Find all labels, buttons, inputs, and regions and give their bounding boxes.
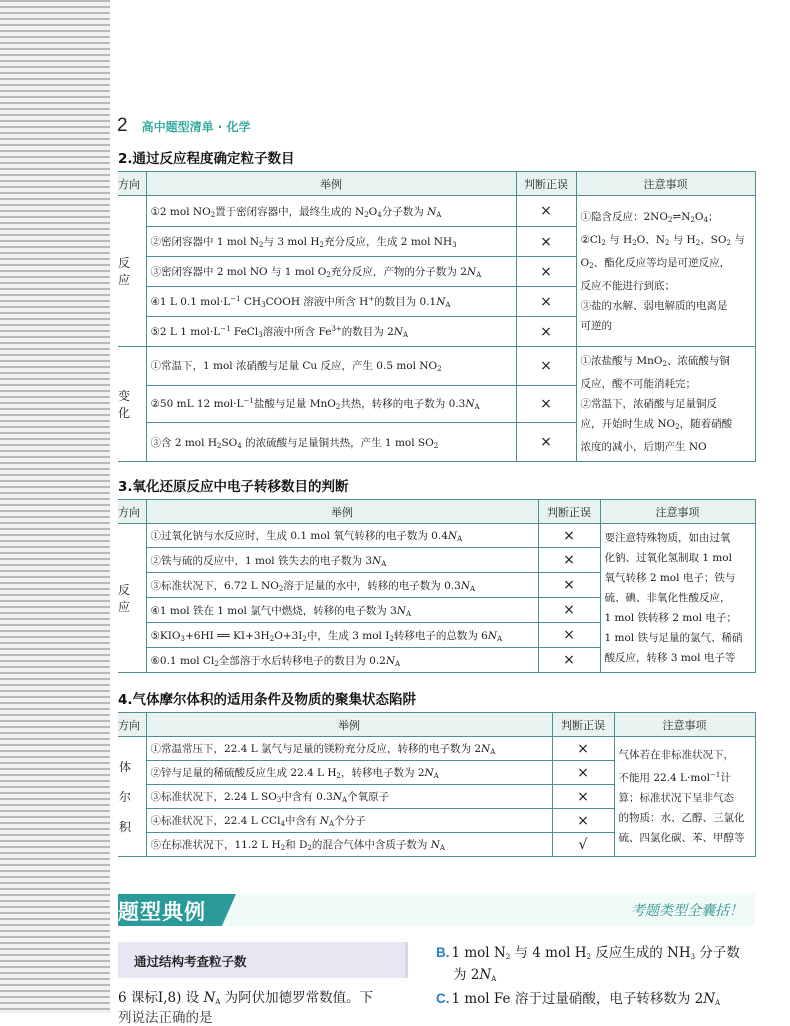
banner-title: 题型典例 xyxy=(118,900,206,924)
cross-mark-icon: × xyxy=(538,648,600,673)
cross-mark-icon: × xyxy=(516,347,576,386)
cross-mark-icon: × xyxy=(552,737,614,761)
option-b: B. 1 mol $N_2$ 与 4 mol $H_2$ 反应生成的 $NH_3$ 分子数 xyxy=(436,945,740,961)
cross-mark-icon: × xyxy=(552,809,614,833)
note-line: 要注意特殊物质，如由过氧 xyxy=(604,532,731,544)
check-mark-icon: √ xyxy=(552,833,614,857)
section-3-table xyxy=(118,499,756,673)
note-line: 的物质：水、乙醇、三氯化 xyxy=(618,812,745,824)
cross-mark-icon: × xyxy=(516,287,576,317)
note-line: ②常温下，浓硝酸与足量铜反 xyxy=(580,398,717,410)
cross-mark-icon: × xyxy=(538,623,600,648)
section-4-title: 4.气体摩尔体积的适用条件及物质的聚集状态陷阱 xyxy=(118,692,417,708)
option-letter: C. xyxy=(436,991,450,1006)
example-row: ③标准状况下，2.24 L $SO_3$中含有 $0.3N_A$个氧原子 xyxy=(146,785,552,809)
example-row: ④1 mol 铁在 1 mol 氯气中燃烧，转移的电子数为 $3N_A$ xyxy=(146,598,538,623)
note-line: 反应不能进行到底； xyxy=(580,279,675,292)
section-banner xyxy=(118,894,755,926)
direction-cell: 变化 xyxy=(118,347,146,462)
header-notes: 注意事项 xyxy=(614,713,755,737)
page-header xyxy=(117,115,251,137)
cross-mark-icon: × xyxy=(538,548,600,573)
example-row: ④1 L 0.1 $mol\cdot L^{-1}$ $CH_3COOH$ 溶液中所含 H+的数目为 $0.1N_A$ xyxy=(146,287,516,317)
example-row: ③密闭容器中 2 mol NO 与 1 mol $O_2$充分反应，产物的分子数为 $2N_A$ xyxy=(146,257,516,287)
header-example: 举例 xyxy=(146,713,552,737)
header-example: 举例 xyxy=(146,172,516,196)
direction-cell: 反应 xyxy=(118,196,146,347)
example-row: ⑤在标准状况下，11.2 L $H_2$和 $D_2$的混合气体中含质子数为 $N_A$ xyxy=(146,833,552,857)
note-line: 气体若在非标准状况下， xyxy=(618,749,734,761)
note-line: ①浓盐酸与 MnO$_2$、浓硫酸与铜 xyxy=(580,355,730,368)
note-line: ①隐含反应：$2NO_2\rightleftharpoons N_2O_4$； xyxy=(580,210,719,224)
example-row: ⑤2 L 1 $mol\cdot L^{-1}$ FeCl$_3$溶液中所含 $Fe^{3+}$的数目为 $2N_A$ xyxy=(146,317,516,347)
note-line: 可逆的 xyxy=(580,319,612,332)
example-row: ⑥0.1 mol $Cl_2$全部溶于水后转移电子的数目为 $0.2N_A$ xyxy=(146,648,538,673)
example-row: ②铁与硫的反应中，1 mol 铁失去的电子数为 $3N_A$ xyxy=(146,548,538,573)
header-direction: 方向 xyxy=(118,500,146,524)
note-line: 浓度的减小，后期产生 NO xyxy=(580,441,707,453)
note-line: 1 mol 铁转移 2 mol 电子； xyxy=(604,612,737,624)
notes-cell xyxy=(576,196,755,347)
cross-mark-icon: × xyxy=(516,423,576,462)
section-2-table xyxy=(118,171,756,462)
cross-mark-icon: × xyxy=(516,196,576,227)
cross-mark-icon: × xyxy=(538,524,600,548)
section-3-title: 3.氧化还原反应中电子转移数目的判断 xyxy=(118,479,349,495)
topic-label: 通过结构考查粒子数 xyxy=(134,954,247,969)
note-line: 反应，酸不可能消耗完； xyxy=(580,378,696,390)
note-line: 氧气转移 2 mol 电子；铁与 xyxy=(604,572,736,584)
topic-box xyxy=(118,942,408,978)
cross-mark-icon: × xyxy=(538,598,600,623)
direction-cell xyxy=(118,737,146,857)
header-notes: 注意事项 xyxy=(600,500,755,524)
binding-margin xyxy=(0,0,110,1013)
example-row: ①2 mol $NO_2$置于密闭容器中，最终生成的 $N_2O_4$分子数为 $N_A$ xyxy=(146,196,516,227)
cross-mark-icon: × xyxy=(516,385,576,423)
binding-edge xyxy=(110,0,118,1013)
note-line: $②Cl_2$ 与 $H_2O$、$N_2$ 与 $H_2$、$SO_2$ 与 xyxy=(580,233,745,247)
cross-mark-icon: × xyxy=(552,785,614,809)
example-row: ①常温常压下，22.4 L 氯气与足量的镁粉充分反应，转移的电子数为 $2N_A$ xyxy=(146,737,552,761)
question-stem: 6 课标Ⅰ,8) 设 $N_A$ 为阿伏加德罗常数值。下 xyxy=(118,990,374,1006)
notes-cell xyxy=(614,737,755,857)
header-example: 举例 xyxy=(146,500,538,524)
example-row: ③标准状况下，6.72 L $NO_2$溶于足量的水中，转移的电子数为 $0.3N_A$ xyxy=(146,573,538,598)
note-line: 1 mol 铁与足量的氯气、稀硝 xyxy=(604,632,743,644)
example-row: ③含 2 mol $H_2SO_4$ 的浓硫酸与足量铜共热，产生 1 mol $SO_2$ xyxy=(146,423,516,462)
note-line: 不能用 22.4 L·mol$^{-1}$计 xyxy=(618,771,731,784)
option-c: C. 1 mol Fe 溶于过量硝酸，电子转移数为 $2N_A$ xyxy=(436,991,721,1007)
section-2-title: 2.通过反应程度确定粒子数目 xyxy=(118,151,295,167)
header-direction: 方向 xyxy=(118,172,146,196)
notes-cell xyxy=(600,524,755,673)
example-row: ②50 mL 12 $mol\cdot L^{-1}$盐酸与足量 MnO$_2$共热，转移的电子数为 $0.3N_A$ xyxy=(146,385,516,423)
example-row: ②密闭容器中 1 mol $N_2$与 3 mol $H_2$充分反应，生成 2 mol $NH_3$ xyxy=(146,227,516,257)
header-judgment: 判断正误 xyxy=(516,172,576,196)
option-b-cont: 为 $2N_A$ xyxy=(453,967,497,983)
section-4-table xyxy=(118,712,756,857)
header-direction: 方向 xyxy=(118,713,146,737)
cross-mark-icon: × xyxy=(538,573,600,598)
cross-mark-icon: × xyxy=(516,227,576,257)
note-line: ③盐的水解、弱电解质的电离是 xyxy=(580,299,728,312)
question-stem-cont: 列说法正确的是 xyxy=(118,1010,213,1026)
example-row: ①常温下，1 mol 浓硝酸与足量 Cu 反应，产生 0.5 mol $NO_2$ xyxy=(146,347,516,386)
note-line: 酸反应，转移 3 mol 电子等 xyxy=(604,652,736,664)
header-judgment: 判断正误 xyxy=(538,500,600,524)
book-title: 高中题型清单 · 化学 xyxy=(141,119,251,134)
header-notes: 注意事项 xyxy=(576,172,755,196)
note-line: 化钠、过氧化氢制取 1 mol xyxy=(604,552,732,564)
note-line: 算；标准状况下呈非气态 xyxy=(618,792,734,804)
note-line: 应，开始时生成 $NO_2$，随着硝酸 xyxy=(580,418,733,431)
option-letter: B. xyxy=(436,945,450,960)
direction-char: 积 xyxy=(119,819,132,834)
page-number: 2 xyxy=(117,115,128,136)
cross-mark-icon: × xyxy=(516,317,576,347)
banner-slogan: 考题类型全囊括！ xyxy=(631,903,743,919)
header-judgment: 判断正误 xyxy=(552,713,614,737)
example-row: $⑤KIO_3+6HI$ ══ $KI+3H_2O+3I_2$中，生成 3 mol $I_2$转移电子的总数为 $6N_A$ xyxy=(146,623,538,648)
example-row: ④标准状况下，22.4 L CCl$_4$中含有 $N_A$个分子 xyxy=(146,809,552,833)
notes-cell xyxy=(576,347,755,462)
cross-mark-icon: × xyxy=(516,257,576,287)
note-line: 硫、碘、非氧化性酸反应， xyxy=(604,592,731,604)
example-row: ①过氧化钠与水反应时，生成 0.1 mol 氧气转移的电子数为 $0.4N_A$ xyxy=(146,524,538,548)
example-row: ②锌与足量的稀硫酸反应生成 22.4 L $H_2$，转移电子数为 $2N_A$ xyxy=(146,761,552,785)
note-line: $O_2$、酯化反应等均是可逆反应， xyxy=(580,256,731,270)
direction-cell: 反应 xyxy=(118,524,146,673)
note-line: 硫、四氯化碳、苯、甲醇等 xyxy=(618,832,745,844)
cross-mark-icon: × xyxy=(552,761,614,785)
direction-char: 体 xyxy=(119,759,132,774)
direction-char: 尔 xyxy=(119,789,132,804)
